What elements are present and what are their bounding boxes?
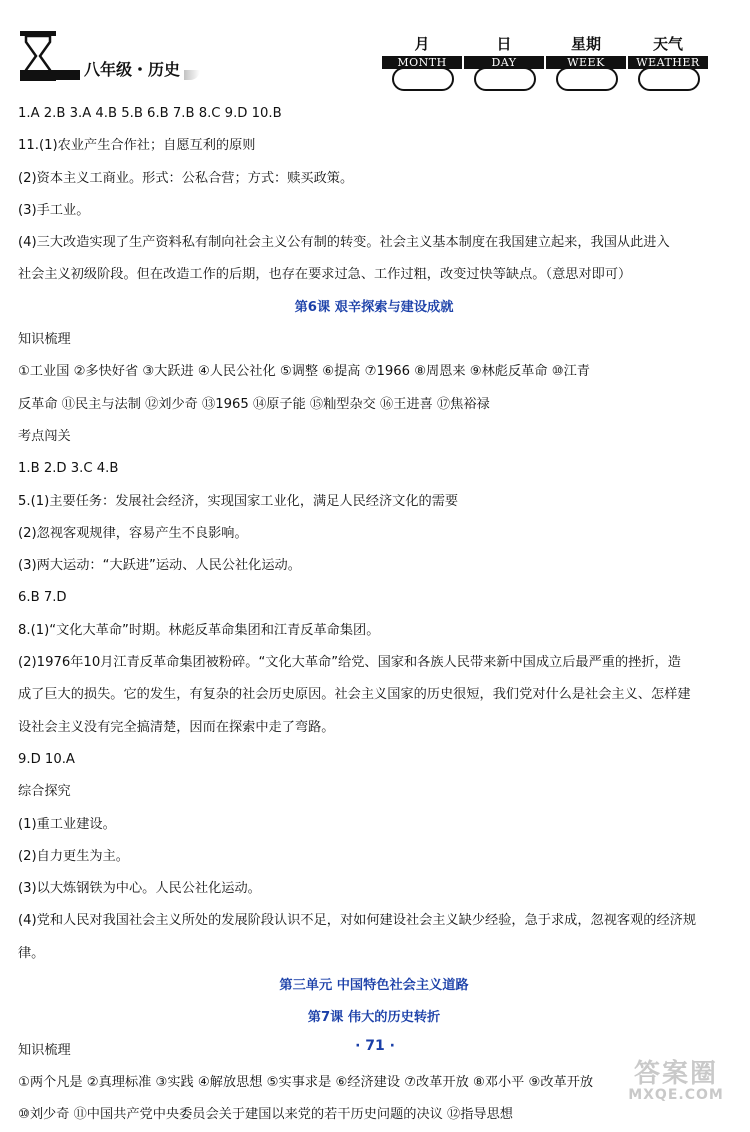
page-header <box>0 0 750 96</box>
page-number: · 71 · <box>355 1038 395 1054</box>
answer-line: (2)忽视客观规律，容易产生不良影响。 <box>18 525 248 541</box>
weather-label-en: WEATHER <box>628 56 708 69</box>
answer-line: 6.B 7.D <box>18 590 67 606</box>
answer-content <box>18 98 730 1132</box>
watermark-logo-text: 答案圈 <box>633 1059 718 1089</box>
section-heading: 知识梳理 <box>18 1042 71 1058</box>
weather-label: 天气 <box>652 35 683 53</box>
week-input-box[interactable] <box>556 67 618 91</box>
answer-line: 1.A 2.B 3.A 4.B 5.B 6.B 7.B 8.C 9.D 10.B <box>18 106 282 121</box>
day-label-en: DAY <box>464 56 544 69</box>
lesson-title: 第7课 伟大的历史转折 <box>307 1010 441 1026</box>
day-column <box>464 34 544 69</box>
month-label: 月 <box>414 35 430 53</box>
answer-line: (3)手工业。 <box>18 202 90 218</box>
answer-line: 反革命 ⑪民主与法制 ⑫刘少奇 ⑬1965 ⑭原子能 ⑮籼型杂交 ⑯王进喜 ⑰焦裕禄 <box>18 396 490 412</box>
answer-line: (1)重工业建设。 <box>18 816 116 832</box>
week-label: 星期 <box>570 35 601 53</box>
answer-line: 成了巨大的损失。它的发生，有复杂的社会历史原因。社会主义国家的历史很短，我们党对什么是社会主义、怎样建 <box>18 687 691 703</box>
answer-line: 设社会主义没有完全搞清楚，因而在探索中走了弯路。 <box>18 719 335 735</box>
week-column <box>546 34 626 69</box>
answer-line: 5.(1)主要任务：发展社会经济，实现国家工业化，满足人民经济文化的需要 <box>18 493 459 509</box>
weather-column <box>628 34 708 69</box>
answer-line: (2)自力更生为主。 <box>18 848 129 864</box>
answer-line: (2)资本主义工商业。形式：公私合营；方式：赎买政策。 <box>18 170 354 186</box>
answer-line: 8.(1)“文化大革命”时期。林彪反革命集团和江青反革命集团。 <box>18 622 380 638</box>
day-input-box[interactable] <box>474 67 536 91</box>
watermark-url: MXQE.COM <box>628 1087 724 1103</box>
month-label-en: MONTH <box>382 56 462 69</box>
section-heading: 知识梳理 <box>18 332 71 348</box>
weather-input-box[interactable] <box>638 67 700 91</box>
answer-line: ①工业国 ②多快好省 ③大跃进 ④人民公社化 ⑤调整 ⑥提高 ⑦1966 ⑧周恩来 ⑨林彪反革命 ⑩江青 <box>18 364 590 380</box>
answer-line: (4)三大改造实现了生产资料私有制向社会主义公有制的转变。社会主义基本制度在我国建立起来，我国从此进入 <box>18 235 670 251</box>
week-label-en: WEEK <box>546 56 626 69</box>
lesson-title: 第6课 艰辛探索与建设成就 <box>294 299 454 315</box>
lesson-title: 第三单元 中国特色社会主义道路 <box>279 978 469 994</box>
subject-title: 八年级・历史 <box>80 57 184 80</box>
answer-line: (2)1976年10月江青反革命集团被粉碎。“文化大革命”给党、国家和各族人民带来新中国成立后最严重的挫折，造 <box>18 655 681 671</box>
month-input-box[interactable] <box>392 67 454 91</box>
site-watermark <box>606 1060 746 1106</box>
day-label: 日 <box>496 35 512 53</box>
answer-line: (3)两大运动：“大跃进”运动、人民公社化运动。 <box>18 558 301 574</box>
answer-line: 11.(1)农业产生合作社；自愿互利的原则 <box>18 138 256 154</box>
answer-line: 律。 <box>18 945 45 961</box>
answer-line: (3)以大炼钢铁为中心。人民公社化运动。 <box>18 881 261 897</box>
section-heading: 考点闯关 <box>18 428 71 444</box>
answer-line: 9.D 10.A <box>18 751 75 767</box>
answer-line: 社会主义初级阶段。但在改造工作的后期，也存在要求过急、工作过粗，改变过快等缺点。（意思对即可） <box>18 267 632 283</box>
answer-line: 1.B 2.D 3.C 4.B <box>18 461 119 477</box>
answer-line: ⑩刘少奇 ⑪中国共产党中央委员会关于建国以来党的若干历史问题的决议 ⑫指导思想 <box>18 1107 513 1123</box>
month-column <box>382 34 462 69</box>
answer-line: ①两个凡是 ②真理标准 ③实践 ④解放思想 ⑤实事求是 ⑥经济建设 ⑦改革开放 ⑧邓小平 ⑨改革开放 <box>18 1074 594 1090</box>
answer-line: (4)党和人民对我国社会主义所处的发展阶段认识不足，对如何建设社会主义缺少经验，急于求成，忽视客观的经济规 <box>18 913 697 929</box>
section-heading: 综合探究 <box>18 784 71 800</box>
